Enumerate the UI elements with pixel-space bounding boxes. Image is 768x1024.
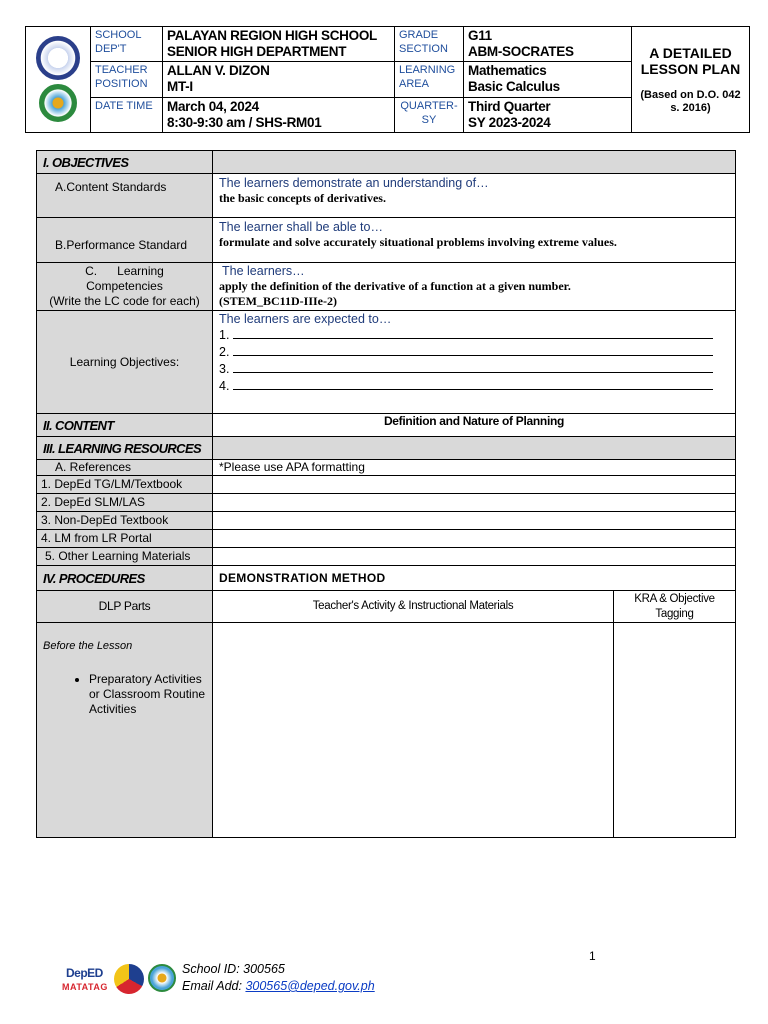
- objectives-heading-fill: [213, 151, 736, 174]
- quarter-name: Third Quarter: [468, 99, 551, 114]
- content-standards-label: A.Content Standards: [37, 174, 213, 218]
- competencies-intro: The learners…: [222, 264, 305, 278]
- objective-blank-4[interactable]: [233, 378, 713, 390]
- email-label: Email Add:: [182, 979, 246, 993]
- lesson-date: March 04, 2024: [167, 99, 259, 114]
- school-name: PALAYAN REGION HIGH SCHOOL: [167, 28, 377, 43]
- col-dlp-parts: DLP Parts: [37, 591, 213, 623]
- procedures-method: DEMONSTRATION METHOD: [213, 566, 736, 591]
- before-lesson-cell: [37, 623, 213, 838]
- school-department: SENIOR HIGH DEPARTMENT: [167, 44, 347, 59]
- resource-value-4[interactable]: [213, 530, 736, 548]
- competencies-text: apply the definition of the derivative of a function at a given number.: [219, 279, 571, 293]
- resource-value-5[interactable]: [213, 548, 736, 566]
- objective-number-3: 3.: [219, 362, 230, 376]
- lesson-plan-table: [36, 150, 736, 838]
- content-standards-cell: [213, 174, 736, 218]
- quarter-label: QUARTER-SY: [395, 98, 464, 133]
- competencies-label-line3: (Write the LC code for each): [49, 294, 200, 308]
- col-kra-line2: Tagging: [655, 607, 694, 620]
- plan-subtitle: (Based on D.O. 042 s. 2016): [640, 88, 741, 114]
- preparatory-list: [43, 672, 206, 717]
- competencies-label-line1: C. Learning: [85, 264, 164, 278]
- footer-logos: [62, 962, 174, 1002]
- resource-value-1[interactable]: [213, 476, 736, 494]
- competencies-label: [37, 263, 213, 311]
- section-name: ABM-SOCRATES: [468, 44, 574, 59]
- procedures-heading: IV. PROCEDURES: [37, 566, 213, 591]
- plan-title: A DETAILED LESSON PLAN: [640, 44, 741, 77]
- content-topic: Definition and Nature of Planning: [213, 414, 736, 437]
- quarter-value: [464, 98, 632, 133]
- resource-row-1: 1. DepEd TG/LM/Textbook: [37, 476, 213, 494]
- performance-standard-label: B.Performance Standard: [37, 218, 213, 263]
- learning-area: Mathematics: [468, 63, 547, 78]
- grade-label: GRADE SECTION: [395, 27, 464, 62]
- resource-row-3: 3. Non-DepEd Textbook: [37, 512, 213, 530]
- school-seal-small-icon: [148, 964, 176, 992]
- matatag-logo: MATATAG: [62, 982, 108, 992]
- area-value: [464, 62, 632, 98]
- learning-objectives-intro: The learners are expected to…: [219, 312, 392, 326]
- preparatory-item: • Preparatory Activities or Classroom Routine Activities: [89, 672, 206, 717]
- school-value: [163, 27, 395, 62]
- kra-cell[interactable]: [614, 623, 736, 838]
- objective-line-2: [219, 344, 729, 361]
- content-heading: II. CONTENT: [37, 414, 213, 437]
- performance-intro: The learner shall be able to…: [219, 220, 383, 234]
- learning-objectives-label: Learning Objectives:: [37, 311, 213, 414]
- school-year: SY 2023-2024: [468, 115, 551, 130]
- lesson-time-room: 8:30-9:30 am / SHS-RM01: [167, 115, 322, 130]
- col-kra-line1: KRA & Objective: [634, 592, 715, 605]
- grade-level: G11: [468, 28, 492, 43]
- objective-line-3: [219, 361, 729, 378]
- content-standards-text: the basic concepts of derivatives.: [219, 191, 386, 205]
- teacher-position: MT-I: [167, 79, 193, 94]
- date-label: DATE TIME: [91, 98, 163, 133]
- date-value: [163, 98, 395, 133]
- objective-blank-2[interactable]: [233, 344, 713, 356]
- performance-text: formulate and solve accurately situational problems involving extreme values.: [219, 235, 617, 249]
- resource-row-2: 2. DepEd SLM/LAS: [37, 494, 213, 512]
- objectives-heading: I. OBJECTIVES: [37, 151, 213, 174]
- teacher-label: TEACHER POSITION: [91, 62, 163, 98]
- email-line: [182, 978, 375, 995]
- references-note: *Please use APA formatting: [213, 460, 736, 476]
- learning-objectives-cell: [213, 311, 736, 414]
- col-teacher-activity: Teacher's Activity & Instructional Materials: [213, 591, 614, 623]
- area-label: LEARNING AREA: [395, 62, 464, 98]
- resource-row-4: 4. LM from LR Portal: [37, 530, 213, 548]
- header-table: [25, 26, 750, 133]
- header-logos: [26, 27, 91, 133]
- competencies-cell: [213, 263, 736, 311]
- teacher-name: ALLAN V. DIZON: [167, 63, 270, 78]
- resource-value-3[interactable]: [213, 512, 736, 530]
- objective-line-4: [219, 378, 729, 395]
- page-number: 1: [589, 949, 596, 963]
- before-lesson-label: Before the Lesson: [43, 640, 133, 652]
- school-id: School ID: 300565: [182, 962, 285, 976]
- references-label: A. References: [37, 460, 213, 476]
- col-kra: [614, 591, 736, 623]
- bagong-pilipinas-icon: [114, 964, 144, 994]
- performance-standard-cell: [213, 218, 736, 263]
- subject-name: Basic Calculus: [468, 79, 560, 94]
- objective-blank-1[interactable]: [233, 327, 713, 339]
- email-link[interactable]: 300565@deped.gov.ph: [245, 979, 375, 993]
- resources-heading-fill: [213, 437, 736, 460]
- resource-row-5: 5. Other Learning Materials: [37, 548, 213, 566]
- objective-line-1: [219, 327, 729, 344]
- competencies-code: (STEM_BC11D-IIIe-2): [219, 294, 338, 308]
- objective-number-2: 2.: [219, 345, 230, 359]
- content-standards-intro: The learners demonstrate an understanding of…: [219, 176, 489, 190]
- school-seal-icon: [39, 84, 77, 122]
- deped-logo: DepED: [66, 966, 103, 980]
- footer-contact: [182, 961, 375, 995]
- resource-value-2[interactable]: [213, 494, 736, 512]
- resources-heading: III. LEARNING RESOURCES: [37, 437, 213, 460]
- deped-seal-icon: [36, 36, 80, 80]
- objective-number-1: 1.: [219, 328, 230, 342]
- teacher-activity-cell[interactable]: [213, 623, 614, 838]
- objective-number-4: 4.: [219, 379, 230, 393]
- school-label: SCHOOL DEP'T: [91, 27, 163, 62]
- objective-blank-3[interactable]: [233, 361, 713, 373]
- grade-value: [464, 27, 632, 62]
- plan-title-cell: [632, 27, 750, 133]
- competencies-label-line2: Competencies: [86, 279, 163, 293]
- teacher-value: [163, 62, 395, 98]
